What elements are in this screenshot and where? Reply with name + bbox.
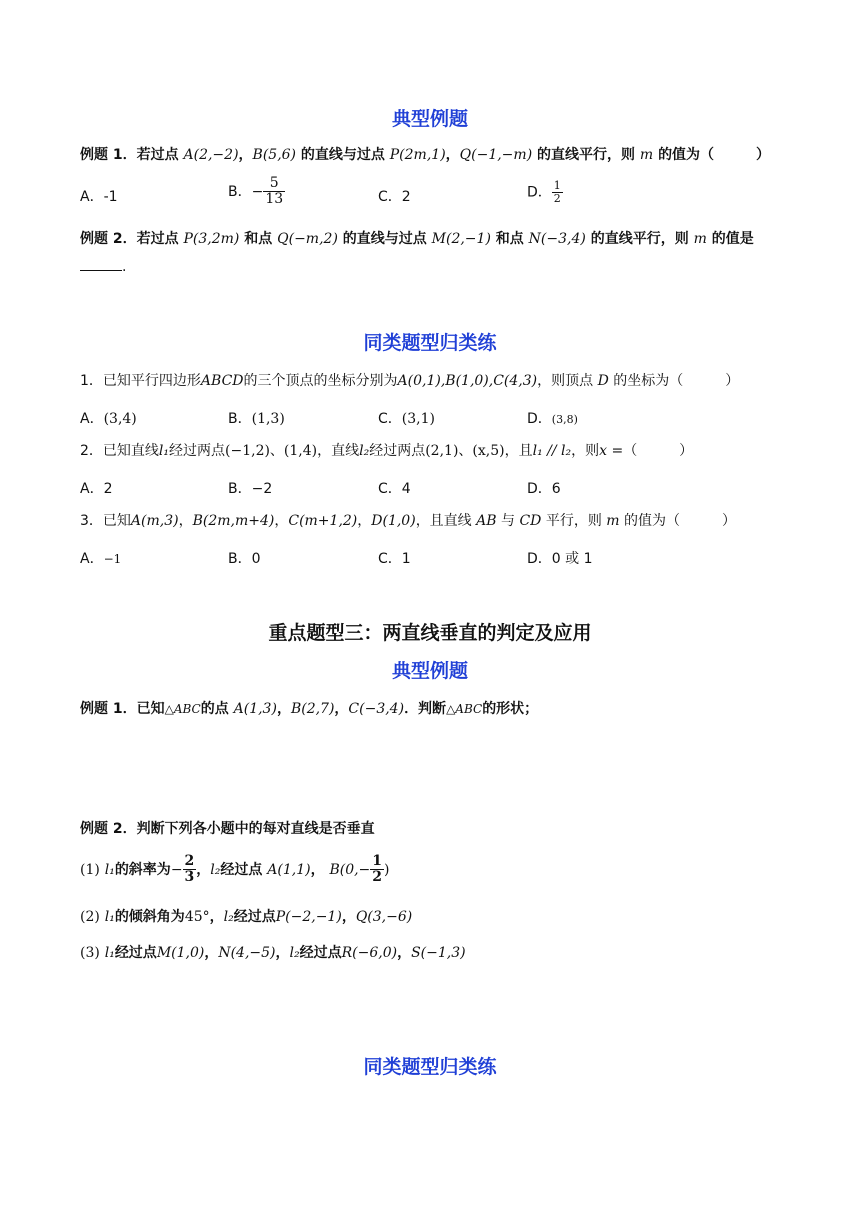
math-expr: M(1,0) xyxy=(156,945,205,961)
math-expr: Q(−1,−m) xyxy=(459,147,533,163)
example-label: 例题 2． xyxy=(80,821,137,837)
example-1: 例题 1．若过点 A(2,−2)，B(5,6) 的直线与过点 P(2m,1)，Q(−1,−m) 的直线平行，则 m 的值为（ ） xyxy=(80,147,771,163)
section-heading-practice: 同类题型归类练 xyxy=(363,332,497,354)
math-expr: R(−6,0) xyxy=(341,945,398,961)
math-expr: l₁ xyxy=(104,909,115,925)
option-b: B．0 xyxy=(228,551,261,567)
math-expr: B(5,6) xyxy=(252,147,297,163)
math-expr: m xyxy=(639,147,654,163)
math-expr: △ABC xyxy=(164,702,201,716)
math-expr: AB xyxy=(476,513,497,529)
math-expr: B(0,− xyxy=(329,861,371,878)
option-d: D．0 或 1 xyxy=(527,551,593,567)
math-expr: C(−3,4) xyxy=(348,701,405,717)
math-expr: N(4,−5) xyxy=(218,945,276,961)
math-expr: A(0,1),B(1,0),C(4,3) xyxy=(397,373,538,389)
option-a: A．-1 xyxy=(80,189,118,205)
option-a: A．(3,4) xyxy=(80,411,137,427)
math-expr: D(1,0) xyxy=(371,513,416,529)
math-expr: (−1,2)、(1,4) xyxy=(225,443,318,459)
example-2: 例题 2．若过点 P(3,2m) 和点 Q(−m,2) 的直线与过点 M(2,−1) 和点 N(−3,4) 的直线平行，则 m 的值是 xyxy=(80,231,754,247)
math-expr: l₂ xyxy=(289,945,300,961)
math-expr: m xyxy=(693,231,707,247)
fraction: $\frac{1}{2}$ xyxy=(372,853,383,886)
math-expr: B(2,7) xyxy=(290,701,335,717)
math-expr: l₂ xyxy=(210,861,221,878)
item-2: (2) l₁的倾斜角为45°，l₂经过点P(−2,−1)，Q(3,−6) xyxy=(80,909,413,925)
example-label: 例题 1． xyxy=(80,701,137,717)
section-heading-type3: 重点题型三：两直线垂直的判定及应用 xyxy=(268,622,592,644)
practice-3: 3．已知A(m,3)，B(2m,m+4)，C(m+1,2)，D(1,0)，且直线 AB 与 CD 平行，则 m 的值为（ ） xyxy=(80,513,737,529)
fraction: $\frac{2}{3}$ xyxy=(184,853,195,886)
fraction: $\frac{5}{13}$ xyxy=(265,175,284,208)
option-c: C．4 xyxy=(378,481,411,497)
math-expr: Q(3,−6) xyxy=(355,909,413,925)
math-expr: x = xyxy=(599,443,624,459)
option-a: A．2 xyxy=(80,481,113,497)
math-expr: M(2,−1) xyxy=(431,231,491,247)
fraction: $\frac{1}{2}$ xyxy=(553,179,561,206)
option-c: C．2 xyxy=(378,189,411,205)
option-b: B．− $\frac{5}{13}$ xyxy=(228,175,284,208)
option-a: A．−1 xyxy=(80,551,122,567)
math-expr: S(−1,3) xyxy=(411,945,466,961)
math-expr: P(−2,−1) xyxy=(275,909,342,925)
example-label: 例题 2． xyxy=(80,231,137,247)
math-expr: l₁ xyxy=(104,945,115,961)
practice-1: 1．已知平行四边形ABCD的三个顶点的坐标分别为A(0,1),B(1,0),C(4,3)，则顶点 D 的坐标为（ ） xyxy=(80,373,740,389)
math-expr: m xyxy=(606,513,620,529)
section-heading-typical: 典型例题 xyxy=(391,660,468,682)
math-expr: (2,1)、(x,5) xyxy=(425,443,505,459)
math-expr: CD xyxy=(519,513,542,529)
math-expr: l₁ xyxy=(158,443,170,459)
math-expr: △ABC xyxy=(446,702,483,716)
math-expr: Q(−m,2) xyxy=(277,231,338,247)
example-1: 例题 1．已知△ABC的点 A(1,3)，B(2,7)，C(−3,4)．判断△ABC的形状； xyxy=(80,701,539,717)
option-c: C．(3,1) xyxy=(378,411,435,427)
math-expr: D xyxy=(597,373,609,389)
practice-2: 2．已知直线l₁经过两点(−1,2)、(1,4)，直线l₂经过两点(2,1)、(x,5)，且l₁ // l₂，则x =（ ） xyxy=(80,443,694,459)
math-expr: l₁ xyxy=(104,861,115,878)
math-expr: A(1,3) xyxy=(233,701,277,717)
option-d: D．6 xyxy=(527,481,561,497)
section-heading-typical: 典型例题 xyxy=(391,108,468,130)
option-c: C．1 xyxy=(378,551,411,567)
option-b: B．(1,3) xyxy=(228,411,285,427)
item-3: (3) l₁经过点M(1,0)，N(4,−5)，l₂经过点R(−6,0)，S(−1,3) xyxy=(80,945,466,961)
example-2: 例题 2．判断下列各小题中的每对直线是否垂直 xyxy=(80,821,375,837)
math-expr: ABCD xyxy=(200,373,244,389)
math-expr: A(2,−2) xyxy=(183,147,239,163)
math-expr: A(1,1) xyxy=(267,861,311,878)
option-b: B．−2 xyxy=(228,481,273,497)
math-expr: l₂ xyxy=(223,909,234,925)
section-heading-practice: 同类题型归类练 xyxy=(363,1056,497,1078)
answer-blank xyxy=(80,258,122,271)
option-d: D．(3,8) xyxy=(527,411,578,427)
math-expr: 45° xyxy=(184,909,210,925)
math-expr: B(2m,m+4) xyxy=(192,513,275,529)
item-1: (1) l₁的斜率为− $\frac{2}{3}$ ，l₂经过点 A(1,1)， B(0,− $\frac{1}{2}$ ) xyxy=(80,853,390,886)
math-expr: N(−3,4) xyxy=(528,231,586,247)
math-expr: P(3,2m) xyxy=(183,231,240,247)
example-label: 例题 1． xyxy=(80,147,137,163)
math-expr: A(m,3) xyxy=(130,513,179,529)
math-expr: P(2m,1) xyxy=(389,147,446,163)
math-expr: l₁ // l₂ xyxy=(532,443,572,459)
answer-blank-line: . xyxy=(80,258,800,275)
math-expr: C(m+1,2) xyxy=(288,513,358,529)
option-d: D． $\frac{1}{2}$ xyxy=(527,179,561,206)
math-expr: l₂ xyxy=(359,443,370,459)
